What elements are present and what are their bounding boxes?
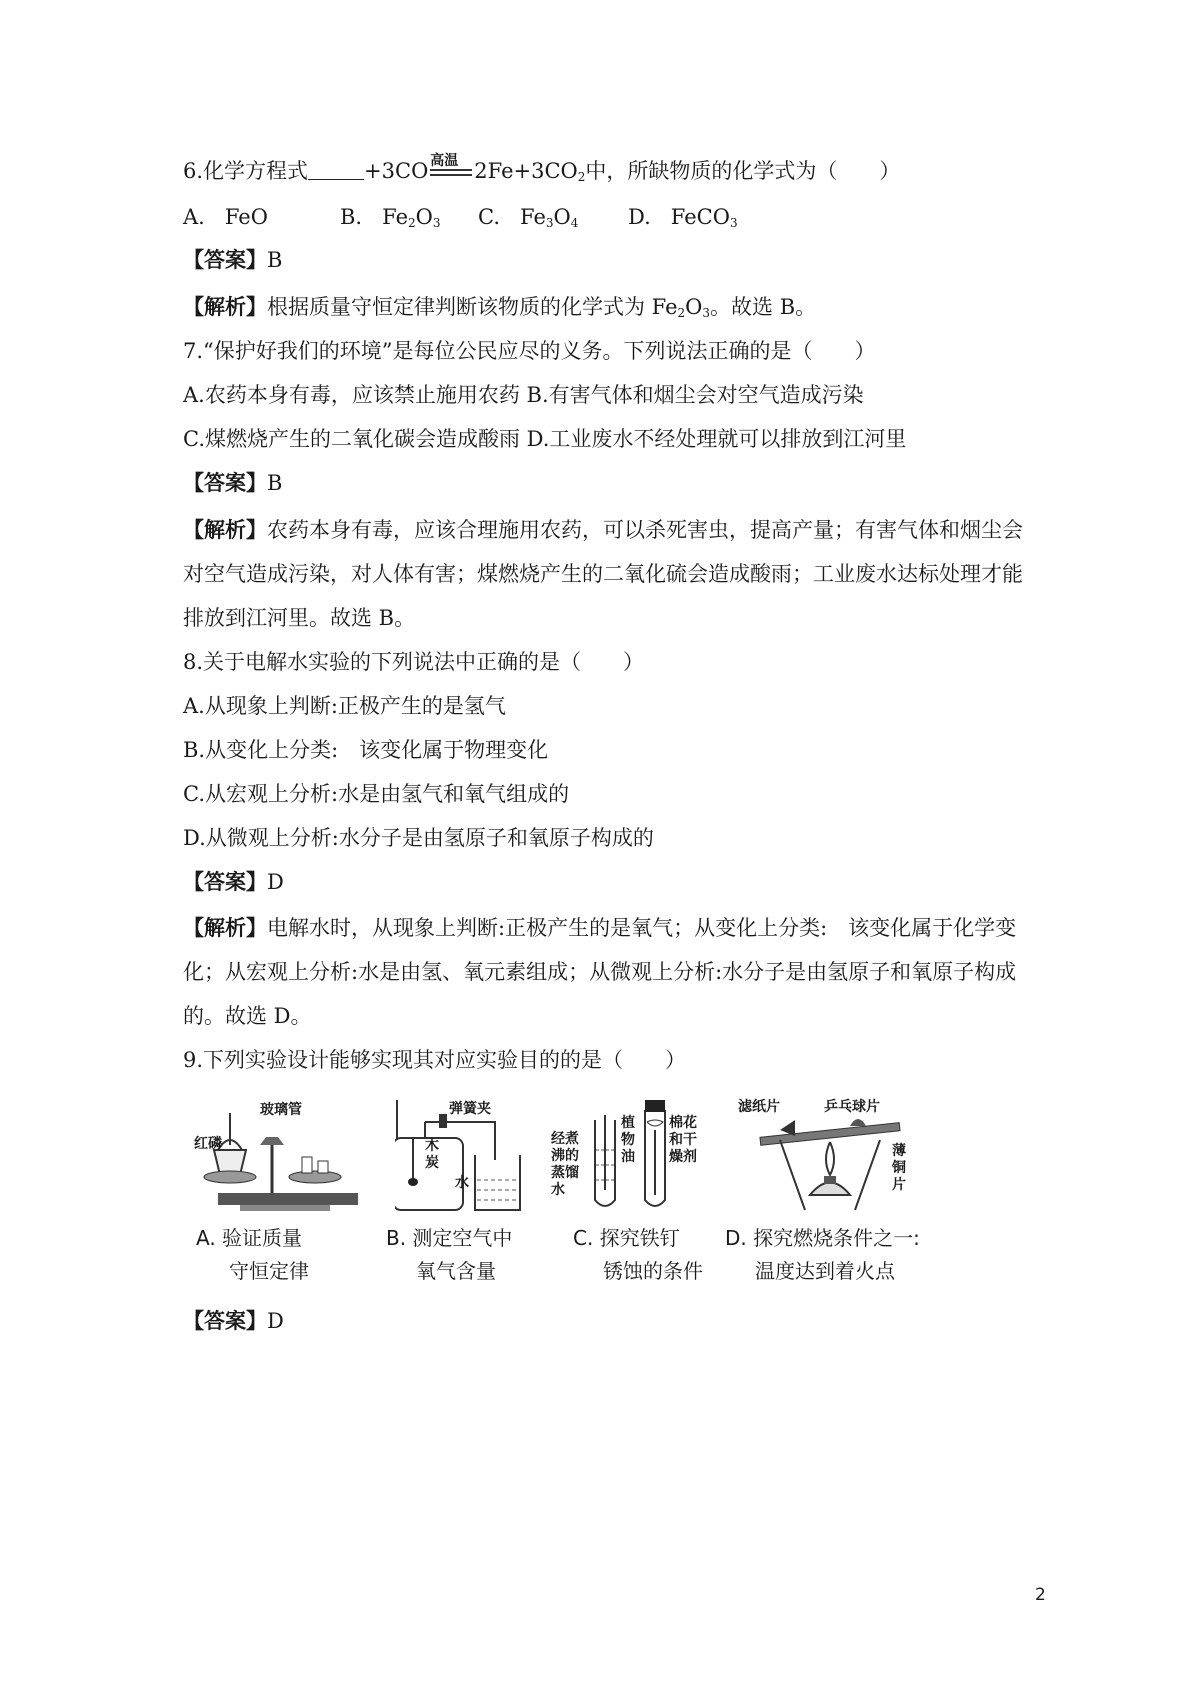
label-glass-tube: 玻璃管	[260, 1102, 302, 1118]
figure-a-balance	[194, 1102, 370, 1220]
q9-answer	[183, 1306, 284, 1336]
label-desiccant-1: 棉花	[669, 1115, 697, 1131]
q6-reactant: +3CO	[364, 159, 429, 183]
q8-answer	[183, 867, 284, 897]
label-copper-3: 片	[892, 1177, 906, 1193]
q8-option-b: B.从变化上分类: 该变化属于物理变化	[183, 738, 549, 762]
label-desiccant-3: 燥剂	[669, 1149, 697, 1165]
figure-b-caption-1: B. 测定空气中	[386, 1226, 513, 1250]
analysis-key: 【解析】	[183, 915, 267, 940]
q8-analysis-line-3: 的。故选 D。	[183, 1004, 312, 1028]
label-plant-oil-3: 油	[621, 1149, 635, 1165]
figure-b-caption-2: 氧气含量	[416, 1259, 496, 1283]
label-boiled-water-4: 水	[551, 1182, 565, 1198]
q7-analysis-line-2: 对空气造成污染，对人体有害；煤燃烧产生的二氧化硫会造成酸雨；工业废水达标处理才能	[183, 562, 1023, 586]
q6-option-b: B. $Fe_2O_3$	[340, 205, 441, 230]
q8-analysis-line-2: 化；从宏观上分析:水是由氢、氧元素组成；从微观上分析:水分子是由氢原子和氧原子构成	[183, 960, 1017, 984]
q7-stem: 7.“保护好我们的环境”是每位公民应尽的义务。下列说法正确的是（ ）	[183, 339, 876, 363]
equation-arrow	[428, 152, 474, 182]
label-desiccant-2: 和干	[669, 1132, 697, 1148]
q6-products: 2Fe+3CO	[474, 159, 578, 183]
analysis-text: 根据质量守恒定律判断该物质的化学式为 Fe	[267, 295, 678, 319]
q6-blank	[308, 159, 364, 180]
label-copper-2: 铜	[892, 1160, 906, 1176]
burner-apparatus-icon	[750, 1100, 910, 1215]
figure-d-caption-1: D. 探究燃烧条件之一:	[725, 1226, 920, 1250]
q6-options	[183, 202, 738, 238]
q8-option-c: C.从宏观上分析:水是由氢气和氧气组成的	[183, 782, 570, 806]
q6-answer	[183, 245, 282, 275]
answer-key: 【答案】	[183, 247, 267, 272]
q8-option-d: D.从微观上分析:水分子是由氢原子和氧原子构成的	[183, 826, 654, 850]
q6-option-a: A. FeO	[183, 205, 268, 229]
analysis-key: 【解析】	[183, 517, 267, 542]
q6-analysis: 【解析】根据质量守恒定律判断该物质的化学式为 $Fe_2O_3$。故选 B。	[183, 294, 817, 320]
label-red-phosphorus: 红磷	[194, 1136, 222, 1152]
balance-apparatus-icon	[200, 1105, 370, 1220]
label-filter-paper: 滤纸片	[738, 1099, 780, 1115]
label-ping-pong: 乒乓球片	[824, 1099, 880, 1115]
q6-prefix: 6.化学方程式	[183, 159, 309, 183]
answer-key: 【答案】	[183, 470, 267, 495]
answer-value: B	[267, 248, 283, 272]
q6-option-d: D. FeCO$_3$	[628, 205, 738, 230]
answer-key: 【答案】	[183, 1308, 267, 1333]
label-charcoal-1: 木	[425, 1138, 439, 1154]
q8-stem: 8.关于电解水实验的下列说法中正确的是（ ）	[183, 650, 645, 674]
answer-value: B	[267, 471, 283, 495]
figure-c-caption-2: 锈蚀的条件	[603, 1259, 703, 1283]
analysis-key: 【解析】	[183, 294, 267, 319]
q9-stem: 9.下列实验设计能够实现其对应实验目的的是（ ）	[183, 1048, 687, 1072]
figure-c-caption-1: C. 探究铁钉	[573, 1226, 680, 1250]
answer-value: D	[267, 1309, 284, 1333]
figure-a-caption-1: A. 验证质量	[196, 1226, 303, 1250]
figure-b-jar	[395, 1100, 525, 1215]
analysis-text: 电解水时，从现象上判断:正极产生的是氧气；从变化上分类: 该变化属于化学变	[267, 916, 1017, 940]
q7-analysis-line-3: 排放到江河里。故选 B。	[183, 606, 416, 630]
figure-a-caption-2: 守恒定律	[229, 1259, 309, 1283]
page-number: 2	[1035, 1585, 1046, 1605]
label-spring-clip: 弹簧夹	[449, 1101, 491, 1117]
figure-d-caption-2: 温度达到着火点	[755, 1259, 895, 1283]
label-plant-oil-1: 植	[621, 1115, 635, 1131]
analysis-text: 农药本身有毒，应该合理施用农药，可以杀死害虫，提高产量；有害气体和烟尘会	[267, 518, 1023, 542]
label-copper-1: 薄	[892, 1143, 906, 1159]
q7-options-ab: A.农药本身有毒，应该禁止施用农药 B.有害气体和烟尘会对空气造成污染	[183, 383, 864, 407]
label-boiled-water-1: 经煮	[551, 1131, 579, 1147]
figure-d-copper-plate	[738, 1099, 910, 1215]
q8-option-a: A.从现象上判断:正极产生的是氢气	[183, 694, 506, 718]
reaction-condition: 高温	[430, 153, 459, 169]
q6-stem	[183, 152, 900, 192]
q6-option-c: C. $Fe_3O_4$	[478, 205, 579, 230]
label-boiled-water-2: 沸的	[551, 1148, 579, 1164]
q6-products-sub: 2	[577, 170, 586, 184]
answer-key: 【答案】	[183, 869, 267, 894]
q7-answer	[183, 468, 282, 498]
label-charcoal-2: 炭	[425, 1155, 439, 1171]
label-water: 水	[455, 1175, 469, 1191]
q7-options-cd: C.煤燃烧产生的二氧化碳会造成酸雨 D.工业废水不经处理就可以排放到江河里	[183, 427, 907, 451]
label-plant-oil-2: 物	[621, 1132, 635, 1148]
label-boiled-water-3: 蒸馏	[551, 1165, 579, 1181]
q7-analysis-line-1	[183, 515, 1023, 545]
answer-value: D	[267, 870, 284, 894]
figure-c-test-tubes	[551, 1100, 715, 1215]
q6-suffix: 中，所缺物质的化学式为（ ）	[585, 159, 901, 183]
q8-analysis-line-1	[183, 913, 1016, 943]
